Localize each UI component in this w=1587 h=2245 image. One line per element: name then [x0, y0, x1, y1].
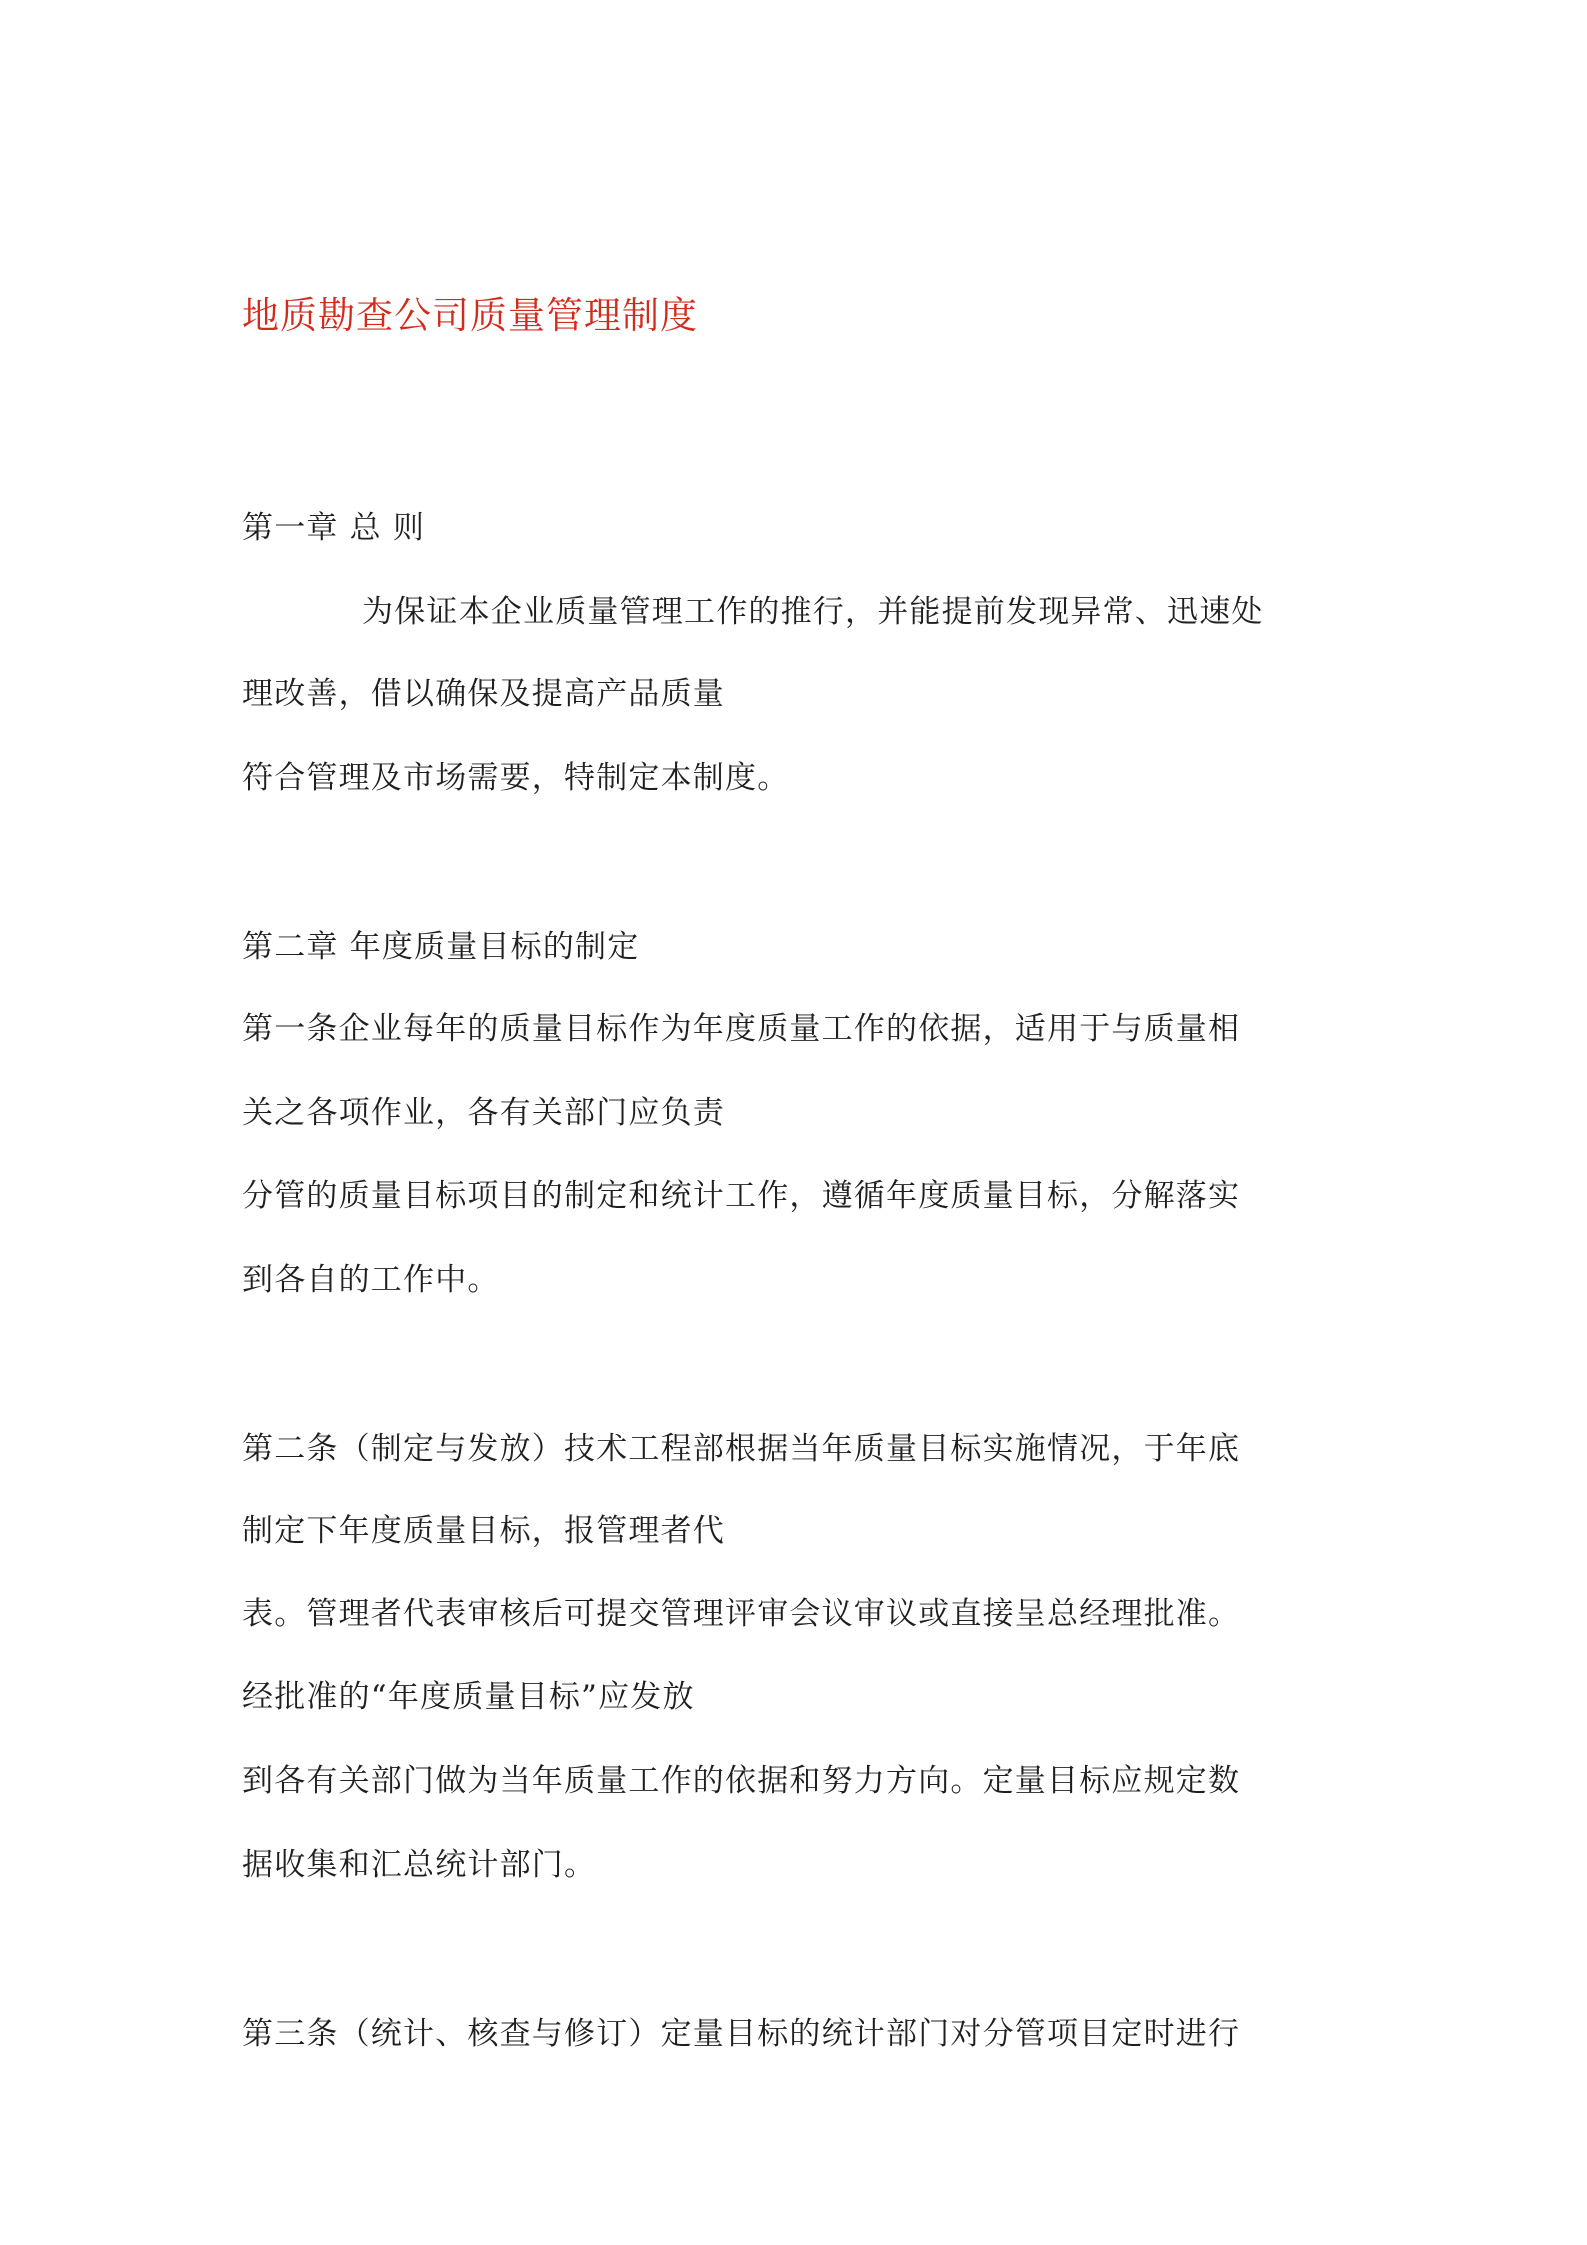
paragraph-line: 第二条（制定与发放）技术工程部根据当年质量目标实施情况，于年底 [242, 1431, 1241, 1467]
paragraph-line: 关之各项作业，各有关部门应负责 [242, 1095, 725, 1131]
paragraph-line: 到各自的工作中。 [242, 1262, 500, 1298]
paragraph-line: 第一条企业每年的质量目标作为年度质量工作的依据，适用于与质量相 [242, 1011, 1241, 1047]
document-title: 地质勘查公司质量管理制度 [242, 294, 698, 337]
paragraph-line: 到各有关部门做为当年质量工作的依据和努力方向。定量目标应规定数 [242, 1763, 1241, 1799]
paragraph-line: 第三条（统计、核查与修订）定量目标的统计部门对分管项目定时进行 [242, 2016, 1241, 2052]
paragraph-line: 据收集和汇总统计部门。 [242, 1847, 597, 1883]
chapter-heading: 第一章 总 则 [242, 510, 426, 546]
paragraph-line: 经批准的“年度质量目标”应发放 [242, 1679, 695, 1715]
paragraph-line: 分管的质量目标项目的制定和统计工作，遵循年度质量目标，分解落实 [242, 1178, 1241, 1214]
paragraph-line: 表。管理者代表审核后可提交管理评审会议审议或直接呈总经理批准。 [242, 1596, 1241, 1632]
paragraph-line: 为保证本企业质量管理工作的推行，并能提前发现异常、迅速处 [362, 594, 1264, 630]
paragraph-line: 理改善，借以确保及提高产品质量 [242, 676, 725, 712]
paragraph-line: 制定下年度质量目标，报管理者代 [242, 1513, 725, 1549]
chapter-heading: 第二章 年度质量目标的制定 [242, 929, 640, 965]
paragraph-line: 符合管理及市场需要，特制定本制度。 [242, 760, 790, 796]
